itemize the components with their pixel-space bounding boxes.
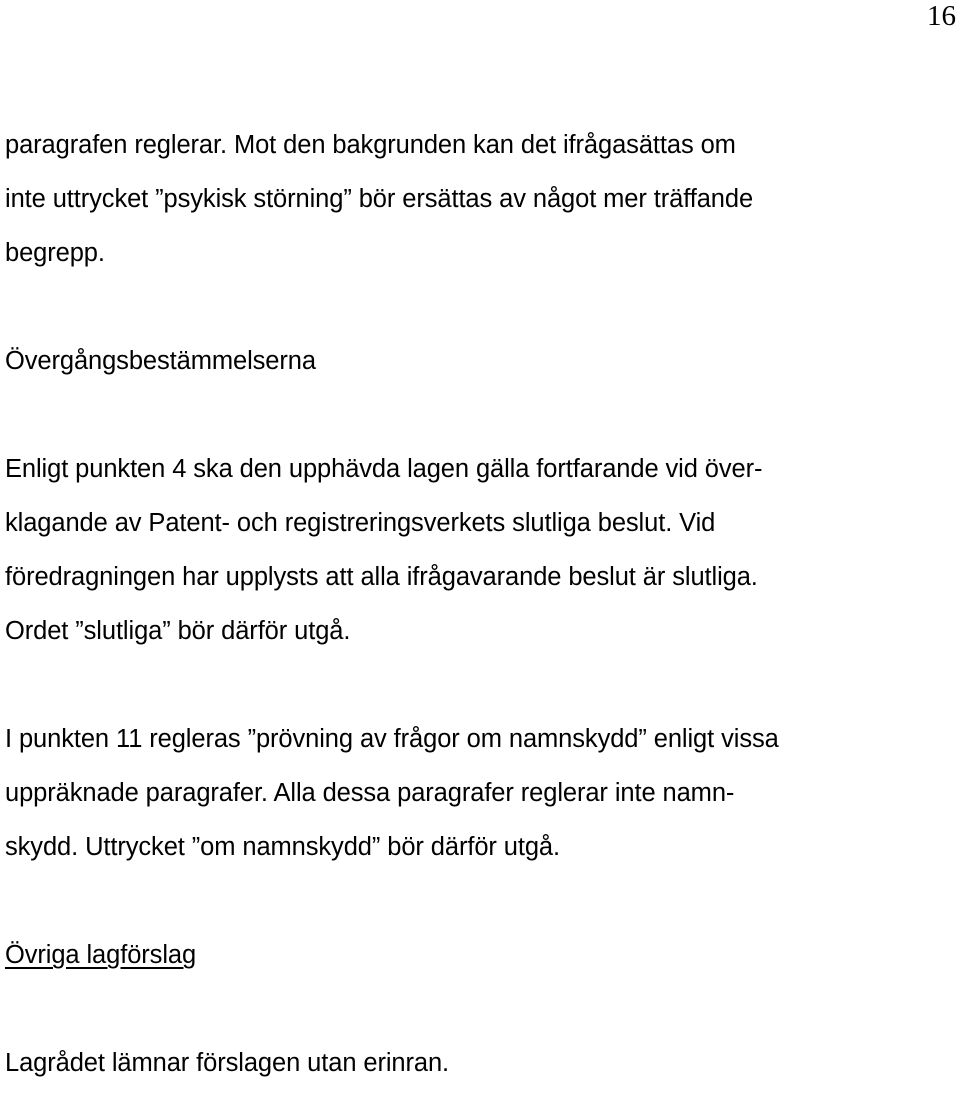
point-eleven-paragraph	[5, 712, 960, 874]
paragraph-gap	[5, 388, 960, 442]
paragraph-gap	[5, 982, 960, 1036]
intro-paragraph	[5, 118, 960, 280]
transition-paragraph	[5, 442, 960, 658]
point-eleven-line-2: uppräknade paragrafer. Alla dessa paragrafer reglerar inte namn-	[5, 779, 735, 807]
transition-line-1: Enligt punkten 4 ska den upphävda lagen gälla fortfarande vid över-	[5, 455, 763, 483]
paragraph-gap	[5, 658, 960, 712]
transition-line-4: Ordet ”slutliga” bör därför utgå.	[5, 617, 351, 645]
transition-line-2: klagande av Patent- och registreringsverkets slutliga beslut. Vid	[5, 509, 716, 537]
point-eleven-line-1: I punkten 11 regleras ”prövning av frågor om namnskydd” enligt vissa	[5, 725, 779, 753]
paragraph-gap	[5, 874, 960, 928]
transition-heading: Övergångsbestämmelserna	[5, 347, 316, 375]
transition-line-3: föredragningen har upplysts att alla ifrågavarande beslut är slutliga.	[5, 563, 758, 591]
other-proposals-heading: Övriga lagförslag	[5, 941, 197, 969]
closing-statement: Lagrådet lämnar förslagen utan erinran.	[5, 1049, 450, 1077]
paragraph-gap	[5, 280, 960, 334]
intro-line-2: inte uttrycket ”psykisk störning” bör ersättas av något mer träffande	[5, 185, 754, 213]
intro-line-3: begrepp.	[5, 239, 105, 267]
point-eleven-line-3: skydd. Uttrycket ”om namnskydd” bör därför utgå.	[5, 833, 560, 861]
document-body	[5, 118, 960, 1090]
page-number: 16	[927, 0, 956, 32]
intro-line-1: paragrafen reglerar. Mot den bakgrunden kan det ifrågasättas om	[5, 131, 736, 159]
